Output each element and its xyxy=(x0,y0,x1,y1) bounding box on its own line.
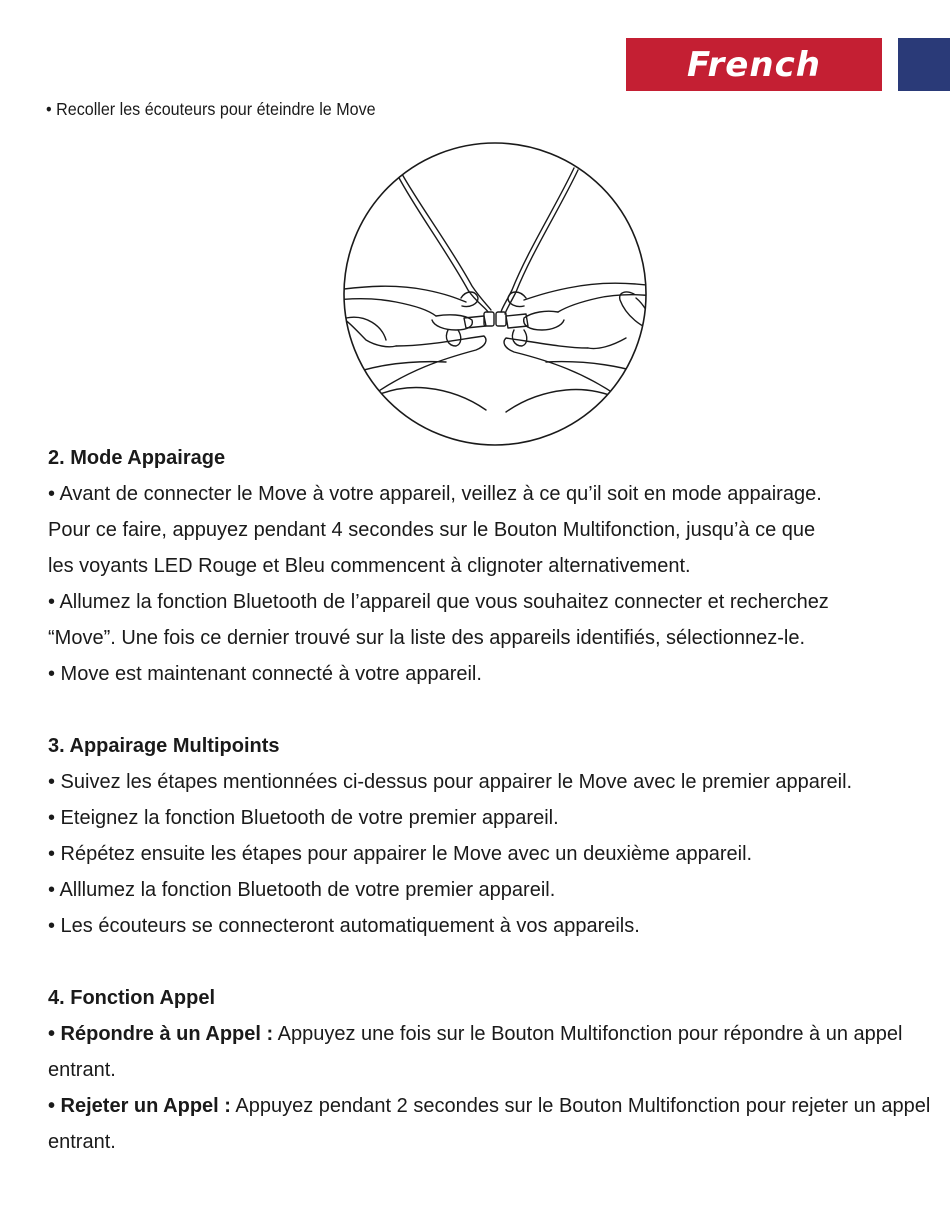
pairing-line-3: les voyants LED Rouge et Bleu commencent à clignoter alternativement. xyxy=(48,555,691,577)
answer-call-text: Appuyez une fois sur le Bouton Multifonction pour répondre à un appel entrant. xyxy=(48,1023,903,1081)
calls-heading: 4. Fonction Appel xyxy=(48,987,216,1009)
pairing-line-1: • Avant de connecter le Move à votre appareil, veillez à ce qu’il soit en mode appairage. xyxy=(48,483,822,505)
multipoint-line-1: • Suivez les étapes mentionnées ci-dessus pour appairer le Move avec le premier appareil. xyxy=(48,771,853,793)
earbuds-magnets-joined-illustration xyxy=(336,140,654,448)
multipoint-section xyxy=(48,728,938,944)
answer-call-label: • Répondre à un Appel : xyxy=(48,1023,274,1045)
reject-call-label: • Rejeter un Appel : xyxy=(48,1095,231,1117)
reject-call-item xyxy=(48,1088,938,1160)
answer-call-item xyxy=(48,1016,938,1088)
pairing-heading: 2. Mode Appairage xyxy=(48,447,226,469)
pairing-line-4: • Allumez la fonction Bluetooth de l’appareil que vous souhaitez connecter et recherchez xyxy=(48,591,829,613)
instructions-body xyxy=(48,440,938,1196)
multipoint-line-2: • Eteignez la fonction Bluetooth de votre premier appareil. xyxy=(48,807,559,829)
pairing-line-2: Pour ce faire, appuyez pendant 4 secondes sur le Bouton Multifonction, jusqu’à ce que xyxy=(48,519,816,541)
pairing-line-5: “Move”. Une fois ce dernier trouvé sur la liste des appareils identifiés, sélectionnez-le. xyxy=(48,627,806,649)
multipoint-heading: 3. Appairage Multipoints xyxy=(48,735,280,757)
language-tab xyxy=(626,38,882,91)
calls-section xyxy=(48,980,938,1160)
multipoint-line-4: • Alllumez la fonction Bluetooth de votre premier appareil. xyxy=(48,879,556,901)
multipoint-line-3: • Répétez ensuite les étapes pour appairer le Move avec un deuxième appareil. xyxy=(48,843,753,865)
language-label: French xyxy=(687,44,821,85)
pairing-section xyxy=(48,440,938,692)
intro-instruction: • Recoller les écouteurs pour éteindre le Move xyxy=(46,99,376,119)
reject-call-text: Appuyez pendant 2 secondes sur le Bouton Multifonction pour rejeter un appel entrant. xyxy=(48,1095,931,1153)
pairing-line-6: • Move est maintenant connecté à votre appareil. xyxy=(48,663,482,685)
section-color-tab xyxy=(898,38,950,91)
multipoint-line-5: • Les écouteurs se connecteront automatiquement à vos appareils. xyxy=(48,915,640,937)
